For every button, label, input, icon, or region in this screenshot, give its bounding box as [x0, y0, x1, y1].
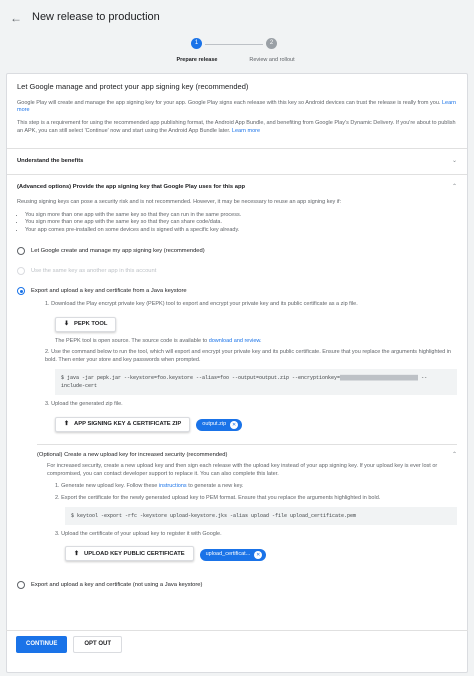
button-label: APP SIGNING KEY & CERTIFICATE ZIP	[74, 420, 182, 427]
card-heading: Let Google manage and protect your app signing key (recommended)	[17, 82, 249, 91]
keytool-command-block[interactable]: $ keytool -export -rfc -keystore upload-keystore.jks -alias upload -file upload_certificate.pem	[65, 507, 457, 525]
intro-paragraph-2	[17, 120, 457, 135]
option-google-managed[interactable]	[17, 247, 457, 255]
top-bar	[0, 0, 474, 36]
optional-steps	[55, 483, 457, 567]
understand-benefits-title: Understand the benefits	[17, 158, 84, 165]
pepk-tool-button[interactable]	[55, 317, 116, 332]
close-icon[interactable]: ✕	[256, 551, 261, 558]
radio-button[interactable]	[17, 581, 25, 589]
step-3-text: 3. Upload the generated zip file.	[45, 400, 123, 407]
opt-out-button[interactable]: OPT OUT	[73, 636, 122, 653]
keystore-steps	[45, 301, 457, 437]
command-end: --include-cert	[61, 374, 428, 389]
optional-step-3: 3. Upload the certificate of your upload key to register it with Google.	[55, 530, 222, 537]
option-label: Export and upload a key and certificate (not using a Java keystore)	[31, 582, 203, 589]
chevron-up-icon: ⌃	[451, 183, 457, 190]
footer-actions	[6, 636, 122, 653]
optional-section-header[interactable]	[37, 451, 457, 459]
uploaded-file-chip	[196, 419, 242, 431]
advanced-options-title: (Advanced options) Provide the app signing key that Google Play uses for this app	[17, 183, 246, 190]
close-icon[interactable]: ✕	[232, 422, 237, 429]
download-icon: ⬇	[64, 321, 70, 328]
chip-label: upload_certificat...	[205, 551, 251, 558]
step-1-text: 1. Download the Play encrypt private key (PEPK) tool to export and encrypt your private key and its public certificate as a zip file.	[45, 301, 358, 308]
step-2-label: Review and rollout	[249, 57, 295, 63]
advanced-description: Reusing signing keys can pose a security risk and is not recommended. However, it may be necessary to reuse an app signing key if:	[17, 199, 342, 206]
radio-button-disabled	[17, 267, 25, 275]
intro-paragraph-1	[17, 100, 457, 115]
list-item: • Your app comes pre-installed on some devices and is signed with a specific key already.	[25, 227, 457, 235]
optional-step-1	[55, 483, 457, 491]
pepk-note	[55, 338, 457, 346]
advanced-options-body	[7, 199, 467, 589]
redacted-key: ██████████████████████████	[340, 374, 419, 381]
upload-icon: ⬆	[74, 550, 80, 557]
optional-upload-key-section	[37, 444, 457, 568]
upload-zip-button[interactable]	[55, 417, 190, 432]
step-1-label: Prepare release	[176, 57, 218, 63]
learn-more-link-2[interactable]: Learn more	[231, 127, 261, 134]
stepper	[160, 37, 320, 65]
optional-title: (Optional) Create a new upload key for increased security (recommended)	[37, 451, 228, 458]
footer-divider	[6, 630, 468, 631]
step-text: 1. Generate new upload key. Follow these	[55, 483, 158, 490]
option-same-key	[17, 267, 457, 275]
button-label: UPLOAD KEY PUBLIC CERTIFICATE	[84, 550, 185, 557]
button-label: PEPK TOOL	[74, 321, 108, 328]
understand-benefits-accordion[interactable]	[7, 148, 467, 173]
signing-card	[6, 73, 468, 673]
advanced-options-accordion[interactable]	[7, 174, 467, 199]
instructions-link[interactable]: instructions	[158, 483, 187, 490]
option-label: Use the same key as another app in this account	[31, 267, 157, 274]
download-review-link[interactable]: download and review.	[208, 337, 262, 344]
step-text-end: to generate a new key.	[188, 483, 244, 490]
command-text: $ java -jar pepk.jar --keystore=foo.keystore --alias=foo --output=output.zip --encryptionkey=	[61, 374, 341, 381]
uploaded-file-chip	[200, 549, 267, 561]
reuse-reasons-list	[25, 212, 457, 235]
back-arrow-icon[interactable]: ←	[10, 10, 22, 25]
step-2-text: 2. Use the command below to run the tool, which will export and encrypt your private key and its public certificate. Ensure that you replace the arguments highlighted in bold. Then enter your store and key passwords when prompted.	[45, 349, 451, 364]
step-1-indicator[interactable]: 1	[191, 38, 202, 49]
option-java-keystore[interactable]	[17, 287, 457, 295]
optional-step-2: 2. Export the certificate for the newly generated upload key to PEM format. Ensure that you replace the arguments highlighted in bold.	[55, 495, 381, 501]
zip-upload-row	[45, 413, 457, 438]
option-label: Export and upload a key and certificate from a Java keystore	[31, 288, 187, 294]
upload-certificate-button[interactable]	[65, 546, 194, 561]
radio-button[interactable]	[17, 247, 25, 255]
note-text: The PEPK tool is open source. The source code is available to	[55, 337, 208, 344]
radio-button-selected[interactable]	[17, 287, 25, 295]
option-non-java-keystore[interactable]	[17, 581, 457, 589]
stepper-connector	[205, 44, 263, 45]
intro-text-1: Google Play will create and manage the app signing key for your app. Google Play signs each release with this key so Android devices can trust the release is really from you.	[17, 99, 441, 106]
option-label: Let Google create and manage my app signing key (recommended)	[31, 247, 205, 254]
chip-label: output.zip	[202, 421, 227, 428]
step-2-indicator[interactable]: 2	[266, 38, 277, 49]
optional-description: For increased security, create a new upload key and then sign each release with the upload key instead of your app signing key. If your upload key is ever lost or compromised, you can contact developer support to replace it. You can also complete this later.	[47, 462, 438, 477]
page-title: New release to production	[32, 11, 160, 24]
learn-more-link-1[interactable]: Learn more	[17, 99, 457, 114]
list-item: • You sign more than one app with the same key so that they can share code/data.	[25, 219, 457, 227]
continue-button[interactable]: CONTINUE	[16, 636, 67, 653]
upload-icon: ⬆	[64, 420, 70, 427]
chevron-up-icon: ⌃	[451, 451, 457, 458]
list-item: • You sign more than one app with the same key so that they can run in the same process.	[25, 212, 457, 220]
chevron-down-icon: ⌄	[451, 158, 457, 165]
certificate-upload-row	[55, 542, 457, 567]
intro-text-2: This step is a requirement for using the recommended app publishing format, the Android App Bundle, and benefiting from Google Play's Dynamic Delivery. If you're about to publish an APK, you can still select 'Continue' now and start using the Android App Bundle later.	[17, 119, 456, 134]
pepk-command-block[interactable]	[55, 369, 457, 395]
